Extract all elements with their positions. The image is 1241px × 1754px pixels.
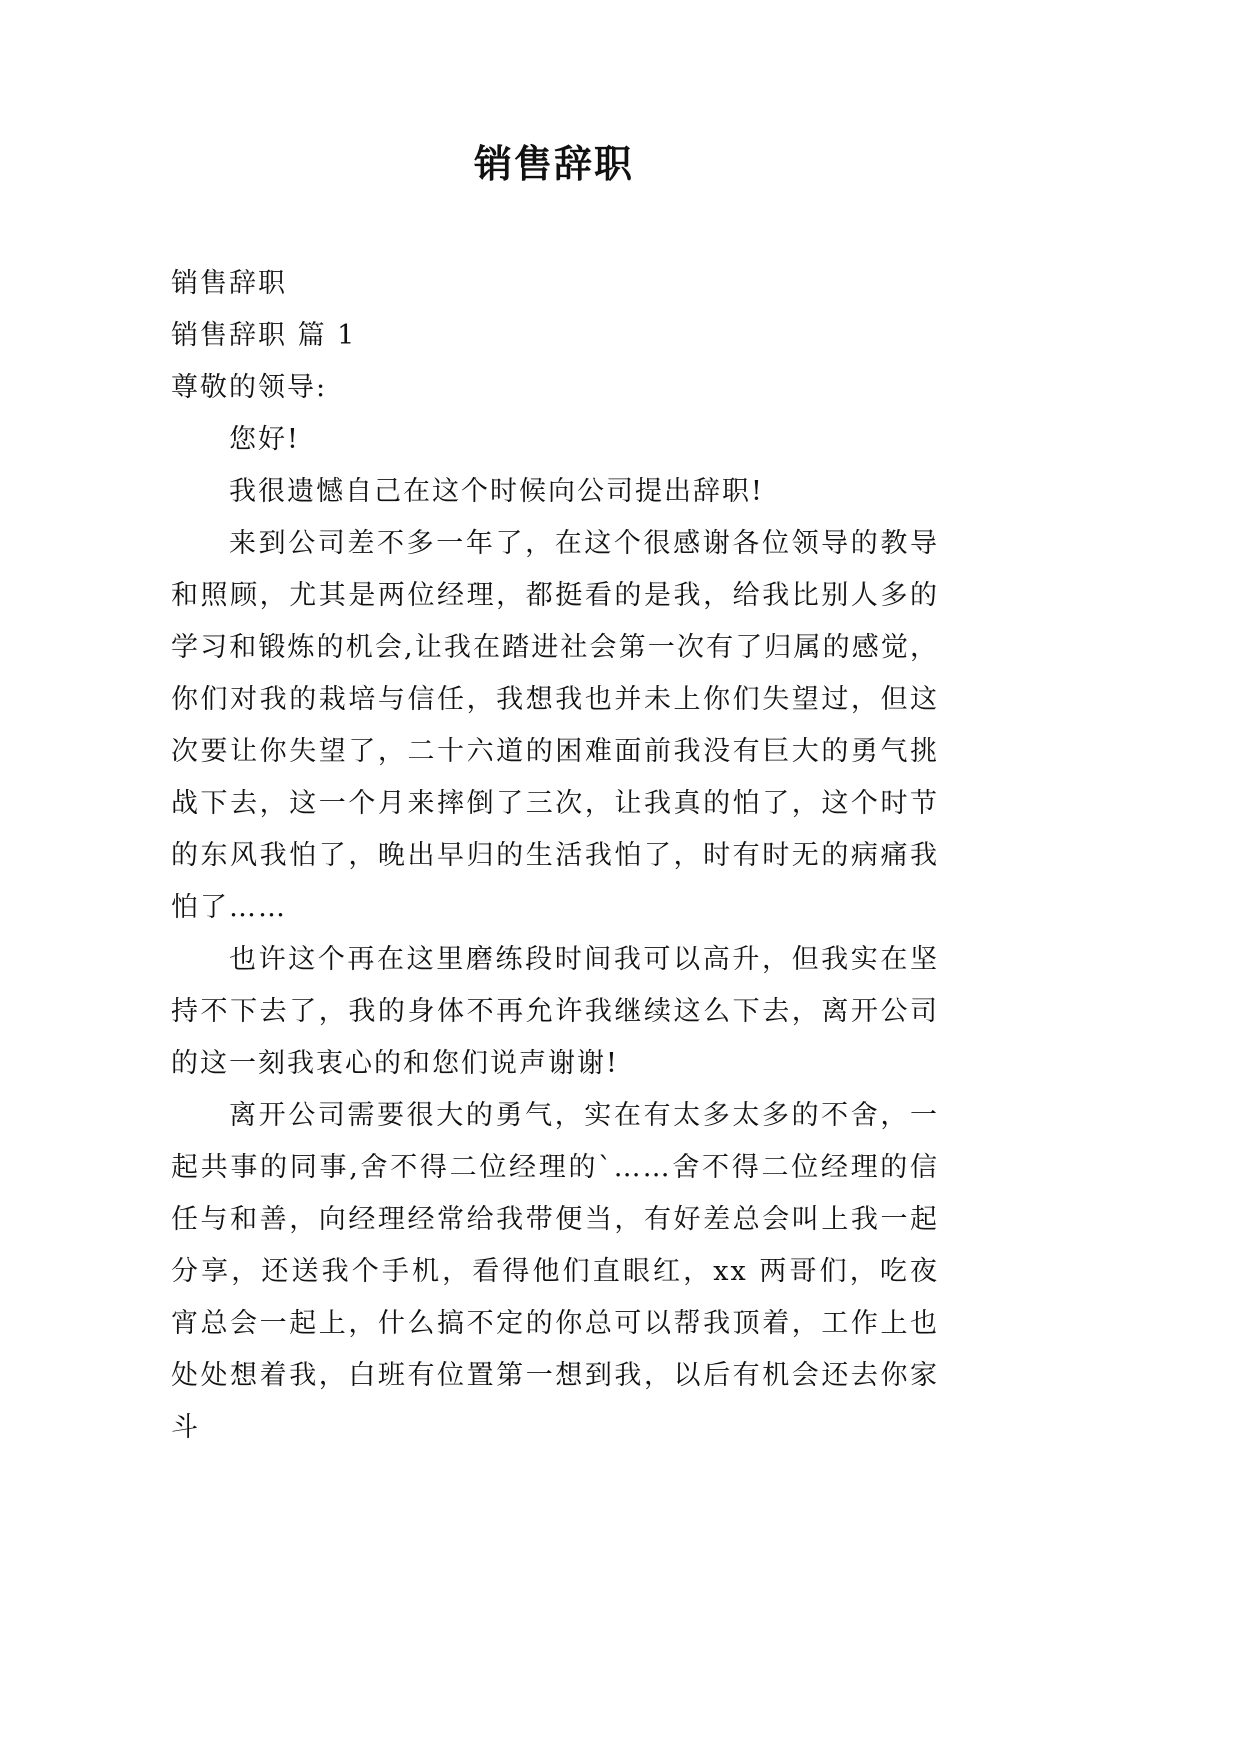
greeting: 您好! — [229, 424, 300, 455]
document-title: 销售辞职 — [473, 141, 634, 186]
paragraph: 也许这个再在这里磨练段时间我可以高升，但我实在坚持不下去了，我的身体不再允许我继续这么下去，离开公司的这一刻我衷心的和您们说声谢谢! — [171, 944, 939, 1079]
paragraph: 来到公司差不多一年了，在这个很感谢各位领导的教导和照顾，尤其是两位经理，都挺看的是我，给我比别人多的学习和锻炼的机会,让我在踏进社会第一次有了归属的感觉，你们对我的栽培与信任，我想我也并未上你们失望过，但这次要让你失望了，二十六道的困难面前我没有巨大的勇气挑战下去，这一个月来摔倒了三次，让我真的怕了，这个时节的东风我怕了，晚出早归的生活我怕了，时有时无的病痛我怕了…… — [171, 528, 939, 923]
paragraph: 我很遗憾自己在这个时候向公司提出辞职! — [229, 476, 764, 507]
document-body — [171, 258, 939, 1443]
document-heading: 销售辞职 — [171, 268, 287, 299]
paragraph: 离开公司需要很大的勇气，实在有太多太多的不舍，一起共事的同事,舍不得二位经理的`……舍不得二位经理的信任与和善，向经理经常给我带便当，有好差总会叫上我一起分享，还送我个手机，看得他们直眼红，xx 两哥们，吃夜宵总会一起上，什么搞不定的你总可以帮我顶着，工作上也处处想着我，白班有位置第一想到我，以后有机会还去你家斗 — [171, 1100, 939, 1443]
section-heading: 销售辞职 篇 1 — [171, 320, 357, 351]
salutation: 尊敬的领导: — [171, 372, 328, 403]
